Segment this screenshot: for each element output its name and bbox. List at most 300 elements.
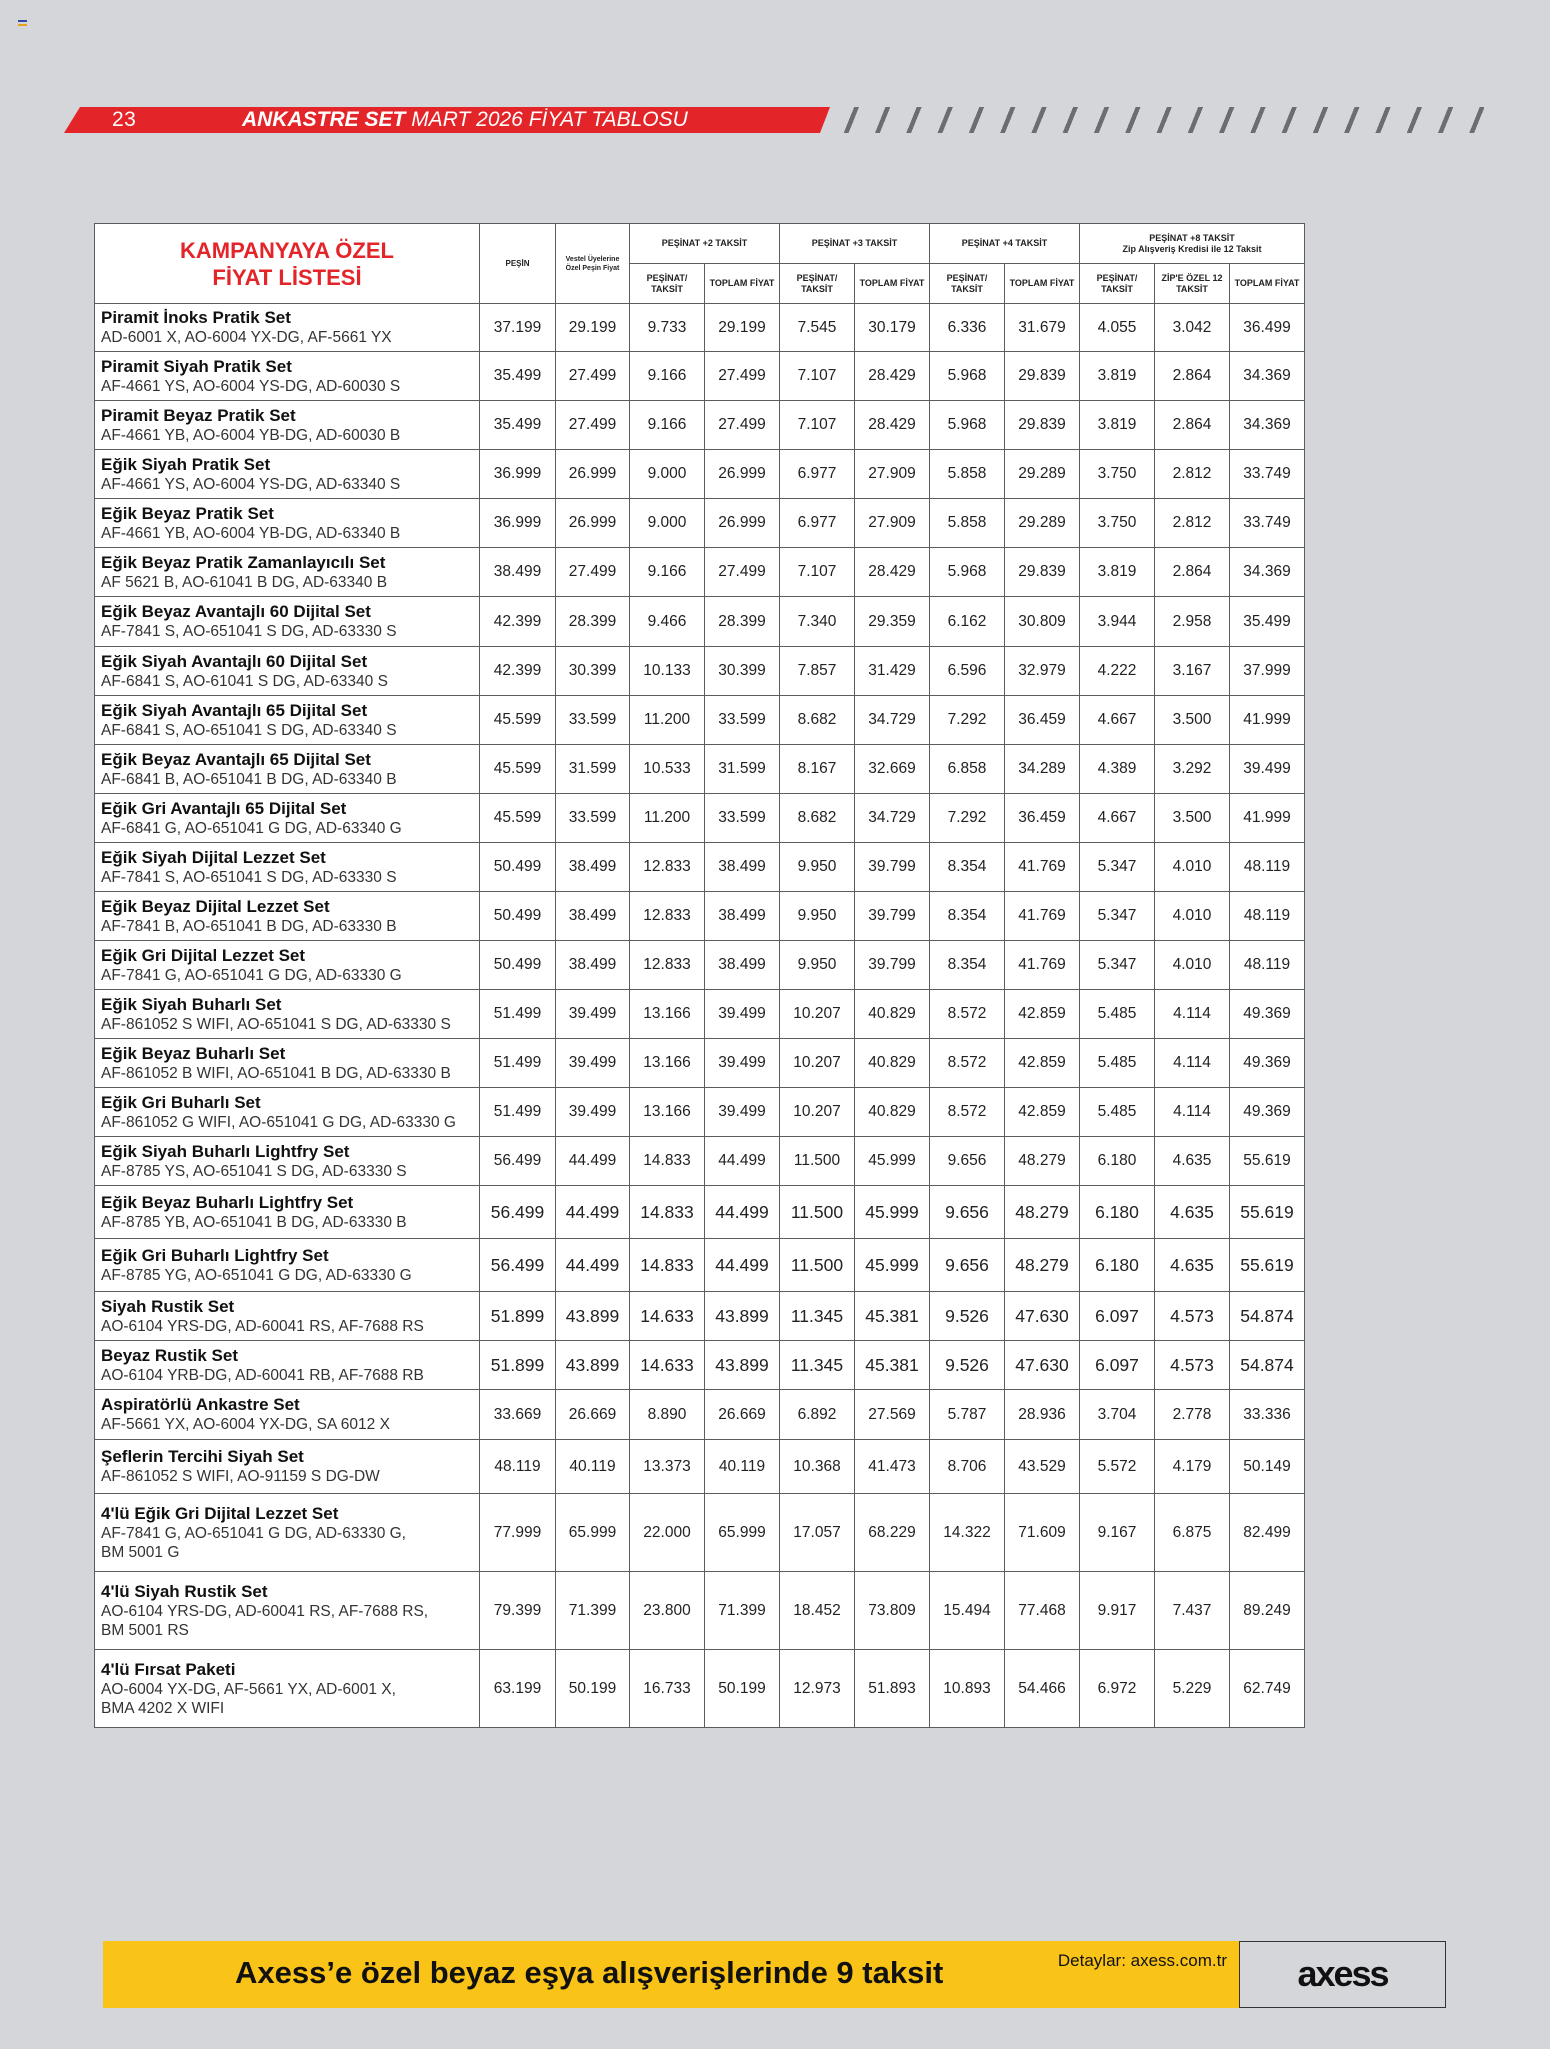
table-row [95,548,1305,597]
price-cell: 51.499 [480,1039,556,1088]
product-cell [95,843,480,892]
price-cell: 6.977 [780,499,855,548]
price-cell: 48.279 [1005,1137,1080,1186]
price-cell: 43.899 [705,1292,780,1341]
product-name: Eğik Gri Dijital Lezzet Set [101,945,306,965]
price-cell: 42.859 [1005,1039,1080,1088]
price-cell: 10.893 [930,1650,1005,1728]
price-cell: 44.499 [705,1186,780,1239]
price-cell: 9.526 [930,1341,1005,1390]
product-codes: AF-6841 B, AO-651041 B DG, AD-63340 B [101,770,397,788]
group-header-8-line2: Zip Alışveriş Kredisi ile 12 Taksit [1122,243,1262,254]
price-cell: 44.499 [705,1137,780,1186]
price-cell: 12.833 [630,941,705,990]
product-name: Eğik Beyaz Pratik Set [101,503,274,523]
price-cell: 42.859 [1005,990,1080,1039]
product-name: Eğik Siyah Buharlı Set [101,994,282,1014]
price-cell: 6.336 [930,304,1005,352]
product-cell [95,1390,480,1440]
promo-detail-link[interactable]: Detaylar: axess.com.tr [1057,1951,1227,1970]
product-cell [95,1440,480,1494]
price-cell: 3.819 [1080,548,1155,597]
price-cell: 4.222 [1080,647,1155,696]
price-cell: 41.769 [1005,941,1080,990]
price-cell: 28.399 [556,597,630,647]
product-cell [95,1572,480,1650]
price-cell: 2.864 [1155,352,1230,401]
price-cell: 40.119 [705,1440,780,1494]
price-cell: 28.936 [1005,1390,1080,1440]
table-row [95,745,1305,794]
product-codes: AF-7841 G, AO-651041 G DG, AD-63330 G, [101,1524,406,1542]
price-cell: 79.399 [480,1572,556,1650]
price-cell: 10.207 [780,1088,855,1137]
product-name: Eğik Beyaz Buharlı Lightfry Set [101,1192,354,1212]
price-cell: 14.833 [630,1239,705,1292]
product-name: Şeflerin Tercihi Siyah Set [101,1447,304,1466]
table-title-line2: FİYAT LİSTESİ [212,264,362,290]
price-cell: 39.499 [556,1039,630,1088]
promo-banner-text: Axess’e özel beyaz eşya alışverişlerinde 9 taksit [235,1955,944,1990]
price-cell: 33.749 [1230,499,1305,548]
price-cell: 11.345 [780,1292,855,1341]
price-cell: 3.042 [1155,304,1230,352]
price-cell: 26.669 [556,1390,630,1440]
price-cell: 4.010 [1155,941,1230,990]
price-cell: 4.010 [1155,892,1230,941]
product-cell [95,745,480,794]
price-cell: 29.839 [1005,352,1080,401]
price-cell: 14.633 [630,1292,705,1341]
price-cell: 3.819 [1080,352,1155,401]
price-cell: 29.289 [1005,499,1080,548]
price-cell: 55.619 [1230,1239,1305,1292]
price-cell: 7.292 [930,696,1005,745]
price-cell: 30.399 [705,647,780,696]
price-cell: 27.499 [556,352,630,401]
price-cell: 34.369 [1230,401,1305,450]
table-row [95,696,1305,745]
table-title [95,224,480,304]
price-cell: 44.499 [556,1239,630,1292]
product-codes: AF-861052 S WIFI, AO-91159 S DG-DW [101,1468,380,1485]
price-cell: 6.180 [1080,1186,1155,1239]
price-cell: 36.459 [1005,696,1080,745]
price-cell: 9.950 [780,941,855,990]
product-codes: AF-8785 YB, AO-651041 B DG, AD-63330 B [101,1213,407,1231]
price-cell: 42.399 [480,597,556,647]
price-cell: 13.166 [630,1039,705,1088]
price-cell: 14.322 [930,1494,1005,1572]
price-cell: 31.599 [556,745,630,794]
product-name: Eğik Beyaz Avantajlı 65 Dijital Set [101,749,371,769]
price-cell: 30.179 [855,304,930,352]
price-cell: 5.968 [930,352,1005,401]
price-cell: 32.979 [1005,647,1080,696]
product-cell [95,548,480,597]
price-cell: 26.669 [705,1390,780,1440]
price-cell: 2.864 [1155,548,1230,597]
price-cell: 40.119 [556,1440,630,1494]
price-cell: 45.381 [855,1292,930,1341]
price-cell: 6.162 [930,597,1005,647]
page-title [242,108,688,132]
price-cell: 33.749 [1230,450,1305,499]
product-name: Piramit Siyah Pratik Set [101,356,292,376]
table-row [95,647,1305,696]
table-row [95,1186,1305,1239]
sub-header-pesinat: PEŞİNAT/ TAKSİT [1080,264,1155,304]
price-cell: 33.599 [556,794,630,843]
price-cell: 11.500 [780,1239,855,1292]
price-cell: 8.167 [780,745,855,794]
price-cell: 56.499 [480,1239,556,1292]
table-row [95,990,1305,1039]
price-cell: 82.499 [1230,1494,1305,1572]
product-codes: AF-7841 B, AO-651041 B DG, AD-63330 B [101,917,397,935]
table-row [95,1572,1305,1650]
price-cell: 50.199 [705,1650,780,1728]
price-cell: 7.107 [780,352,855,401]
product-name: Piramit Beyaz Pratik Set [101,405,296,425]
price-cell: 3.750 [1080,499,1155,548]
product-codes: BMA 4202 X WIFI [101,1699,225,1717]
price-cell: 5.347 [1080,892,1155,941]
price-cell: 34.729 [855,696,930,745]
product-codes: AF-7841 G, AO-651041 G DG, AD-63330 G [101,966,402,984]
price-cell: 29.839 [1005,548,1080,597]
price-cell: 38.499 [556,892,630,941]
table-row [95,1292,1305,1341]
product-codes: AF-4661 YB, AO-6004 YB-DG, AD-60030 B [101,426,401,444]
price-cell: 8.682 [780,794,855,843]
price-cell: 27.909 [855,450,930,499]
product-codes: AF-861052 G WIFI, AO-651041 G DG, AD-63330 G [101,1113,456,1131]
price-cell: 2.812 [1155,450,1230,499]
price-cell: 44.499 [556,1186,630,1239]
product-codes: BM 5001 G [101,1543,180,1561]
price-cell: 23.800 [630,1572,705,1650]
price-cell: 48.119 [480,1440,556,1494]
price-cell: 36.999 [480,450,556,499]
table-row [95,843,1305,892]
price-cell: 36.999 [480,499,556,548]
price-cell: 77.999 [480,1494,556,1572]
product-name: Eğik Siyah Dijital Lezzet Set [101,847,326,867]
price-cell: 4.635 [1155,1239,1230,1292]
price-cell: 3.500 [1155,696,1230,745]
price-cell: 11.345 [780,1341,855,1390]
price-cell: 43.529 [1005,1440,1080,1494]
price-cell: 9.950 [780,892,855,941]
price-cell: 8.890 [630,1390,705,1440]
price-cell: 71.399 [556,1572,630,1650]
price-cell: 68.229 [855,1494,930,1572]
col-header-vestel-line1: Vestel Üyelerine [565,255,620,263]
price-cell: 36.499 [1230,304,1305,352]
product-name: Eğik Gri Avantajlı 65 Dijital Set [101,798,347,818]
axess-logo: axess [1297,1953,1388,1994]
table-row [95,304,1305,352]
price-cell: 18.452 [780,1572,855,1650]
product-cell [95,892,480,941]
price-cell: 51.899 [480,1292,556,1341]
price-cell: 2.812 [1155,499,1230,548]
price-cell: 26.999 [556,499,630,548]
page-title-rest: MART 2026 FİYAT TABLOSU [405,108,688,131]
price-cell: 9.950 [780,843,855,892]
price-cell: 11.500 [780,1137,855,1186]
price-cell: 43.899 [556,1341,630,1390]
price-cell: 11.500 [780,1186,855,1239]
price-cell: 16.733 [630,1650,705,1728]
price-cell: 34.369 [1230,352,1305,401]
price-cell: 42.859 [1005,1088,1080,1137]
price-cell: 22.000 [630,1494,705,1572]
price-cell: 13.166 [630,1088,705,1137]
price-cell: 27.499 [705,352,780,401]
price-cell: 27.499 [705,548,780,597]
product-name: 4'lü Fırsat Paketi [101,1659,236,1679]
table-row [95,401,1305,450]
price-cell: 4.055 [1080,304,1155,352]
price-cell: 4.635 [1155,1186,1230,1239]
col-header-pesin: PEŞİN [480,224,556,304]
price-cell: 28.429 [855,352,930,401]
price-cell: 42.399 [480,647,556,696]
product-codes: AF-6841 S, AO-61041 S DG, AD-63340 S [101,672,388,690]
price-cell: 39.499 [556,990,630,1039]
price-cell: 26.999 [705,499,780,548]
price-cell: 4.114 [1155,1039,1230,1088]
price-cell: 10.207 [780,1039,855,1088]
price-cell: 5.572 [1080,1440,1155,1494]
price-cell: 44.499 [556,1137,630,1186]
price-cell: 27.499 [556,401,630,450]
price-cell: 33.599 [556,696,630,745]
price-cell: 15.494 [930,1572,1005,1650]
price-cell: 73.809 [855,1572,930,1650]
price-cell: 8.354 [930,941,1005,990]
sub-header-toplam: TOPLAM FİYAT [705,264,780,304]
axess-logo-box [1239,1941,1446,2008]
price-cell: 35.499 [480,352,556,401]
price-cell: 6.858 [930,745,1005,794]
sub-header-pesinat: PEŞİNAT/ TAKSİT [630,264,705,304]
price-cell: 77.468 [1005,1572,1080,1650]
price-cell: 55.619 [1230,1137,1305,1186]
price-cell: 6.180 [1080,1239,1155,1292]
price-cell: 39.499 [556,1088,630,1137]
table-row [95,892,1305,941]
price-cell: 29.839 [1005,401,1080,450]
price-cell: 9.656 [930,1186,1005,1239]
price-cell: 4.667 [1080,794,1155,843]
price-cell: 3.292 [1155,745,1230,794]
price-cell: 48.119 [1230,843,1305,892]
product-codes: AO-6004 YX-DG, AF-5661 YX, AD-6001 X, [101,1680,396,1698]
price-cell: 10.533 [630,745,705,794]
price-cell: 31.429 [855,647,930,696]
price-cell: 6.972 [1080,1650,1155,1728]
price-cell: 9.000 [630,450,705,499]
price-cell: 38.499 [556,843,630,892]
product-codes: AF-8785 YS, AO-651041 S DG, AD-63330 S [101,1162,407,1180]
price-cell: 9.166 [630,352,705,401]
group-header-8-line1: PEŞİNAT +8 TAKSİT [1149,232,1235,243]
price-cell: 7.107 [780,401,855,450]
product-codes: AF-4661 YS, AO-6004 YS-DG, AD-63340 S [101,475,401,493]
price-cell: 37.999 [1230,647,1305,696]
group-header-2: PEŞİNAT +2 TAKSİT [630,224,780,264]
product-codes: AO-6104 YRS-DG, AD-60041 RS, AF-7688 RS [101,1317,424,1335]
price-cell: 40.829 [855,990,930,1039]
price-cell: 7.340 [780,597,855,647]
price-cell: 33.599 [705,696,780,745]
price-cell: 29.199 [556,304,630,352]
table-row [95,1239,1305,1292]
price-cell: 41.999 [1230,696,1305,745]
price-cell: 12.833 [630,843,705,892]
price-cell: 31.679 [1005,304,1080,352]
promo-banner-yellow [103,1941,1239,2008]
corner-mark [18,20,27,26]
price-cell: 29.359 [855,597,930,647]
price-cell: 50.199 [556,1650,630,1728]
price-table-body [95,304,1305,1728]
product-codes: AF-861052 S WIFI, AO-651041 S DG, AD-63330 S [101,1015,451,1033]
price-cell: 3.704 [1080,1390,1155,1440]
price-cell: 39.799 [855,941,930,990]
price-cell: 9.656 [930,1239,1005,1292]
price-cell: 62.749 [1230,1650,1305,1728]
price-cell: 41.999 [1230,794,1305,843]
product-cell [95,401,480,450]
product-cell [95,352,480,401]
price-cell: 40.829 [855,1039,930,1088]
price-cell: 2.864 [1155,401,1230,450]
price-cell: 12.973 [780,1650,855,1728]
price-cell: 39.499 [705,1039,780,1088]
price-cell: 36.459 [1005,794,1080,843]
price-cell: 9.167 [1080,1494,1155,1572]
price-cell: 8.682 [780,696,855,745]
price-cell: 4.010 [1155,843,1230,892]
price-cell: 5.485 [1080,1039,1155,1088]
product-name: Eğik Siyah Avantajlı 65 Dijital Set [101,700,368,720]
price-cell: 9.656 [930,1137,1005,1186]
price-cell: 9.733 [630,304,705,352]
table-row [95,1440,1305,1494]
product-codes: AF-7841 S, AO-651041 S DG, AD-63330 S [101,623,397,640]
table-row [95,499,1305,548]
product-name: Eğik Siyah Pratik Set [101,454,271,474]
table-row [95,352,1305,401]
price-cell: 32.669 [855,745,930,794]
price-cell: 27.569 [855,1390,930,1440]
sub-header-toplam: TOPLAM FİYAT [1230,264,1305,304]
price-cell: 4.179 [1155,1440,1230,1494]
product-codes: AF-4661 YS, AO-6004 YS-DG, AD-60030 S [101,377,401,395]
price-table-wrapper [94,223,1305,1728]
price-cell: 50.499 [480,843,556,892]
header-stripes [838,107,1484,133]
table-row [95,1650,1305,1728]
price-cell: 4.667 [1080,696,1155,745]
price-cell: 8.572 [930,990,1005,1039]
price-cell: 54.874 [1230,1341,1305,1390]
product-cell [95,1341,480,1390]
table-row [95,1088,1305,1137]
product-name: Eğik Beyaz Pratik Zamanlayıcılı Set [101,552,386,572]
price-cell: 8.706 [930,1440,1005,1494]
product-codes: AO-6104 YRB-DG, AD-60041 RB, AF-7688 RB [101,1366,424,1384]
price-cell: 45.999 [855,1137,930,1186]
price-cell: 30.809 [1005,597,1080,647]
price-cell: 39.799 [855,843,930,892]
price-cell: 4.573 [1155,1341,1230,1390]
product-cell [95,304,480,352]
price-cell: 56.499 [480,1186,556,1239]
price-cell: 2.958 [1155,597,1230,647]
price-cell: 8.572 [930,1039,1005,1088]
price-cell: 63.199 [480,1650,556,1728]
price-cell: 4.389 [1080,745,1155,794]
price-cell: 65.999 [556,1494,630,1572]
price-cell: 8.354 [930,843,1005,892]
price-cell: 13.166 [630,990,705,1039]
price-cell: 14.833 [630,1137,705,1186]
price-cell: 51.499 [480,990,556,1039]
col-header-vestel [556,224,630,304]
price-cell: 27.909 [855,499,930,548]
product-cell [95,1292,480,1341]
price-cell: 8.572 [930,1088,1005,1137]
price-cell: 51.899 [480,1341,556,1390]
product-cell [95,696,480,745]
price-cell: 33.336 [1230,1390,1305,1440]
product-codes: AF 5621 B, AO-61041 B DG, AD-63340 B [101,573,388,591]
price-cell: 54.874 [1230,1292,1305,1341]
product-name: Piramit İnoks Pratik Set [101,308,291,327]
price-cell: 29.199 [705,304,780,352]
price-cell: 35.499 [480,401,556,450]
price-cell: 48.279 [1005,1239,1080,1292]
product-cell [95,794,480,843]
product-cell [95,1039,480,1088]
page-title-bold: ANKASTRE SET [242,108,406,131]
price-cell: 14.833 [630,1186,705,1239]
table-row [95,794,1305,843]
price-cell: 11.200 [630,696,705,745]
price-cell: 35.499 [1230,597,1305,647]
sub-header-zip: ZİP'E ÖZEL 12 TAKSİT [1155,264,1230,304]
price-cell: 7.545 [780,304,855,352]
price-cell: 3.944 [1080,597,1155,647]
table-row [95,1341,1305,1390]
price-cell: 5.858 [930,450,1005,499]
price-cell: 27.499 [705,401,780,450]
product-name: 4'lü Eğik Gri Dijital Lezzet Set [101,1503,339,1523]
price-cell: 26.999 [556,450,630,499]
price-cell: 13.373 [630,1440,705,1494]
price-cell: 11.200 [630,794,705,843]
price-cell: 4.114 [1155,990,1230,1039]
price-cell: 39.499 [705,990,780,1039]
price-cell: 9.917 [1080,1572,1155,1650]
product-cell [95,1650,480,1728]
product-cell [95,990,480,1039]
